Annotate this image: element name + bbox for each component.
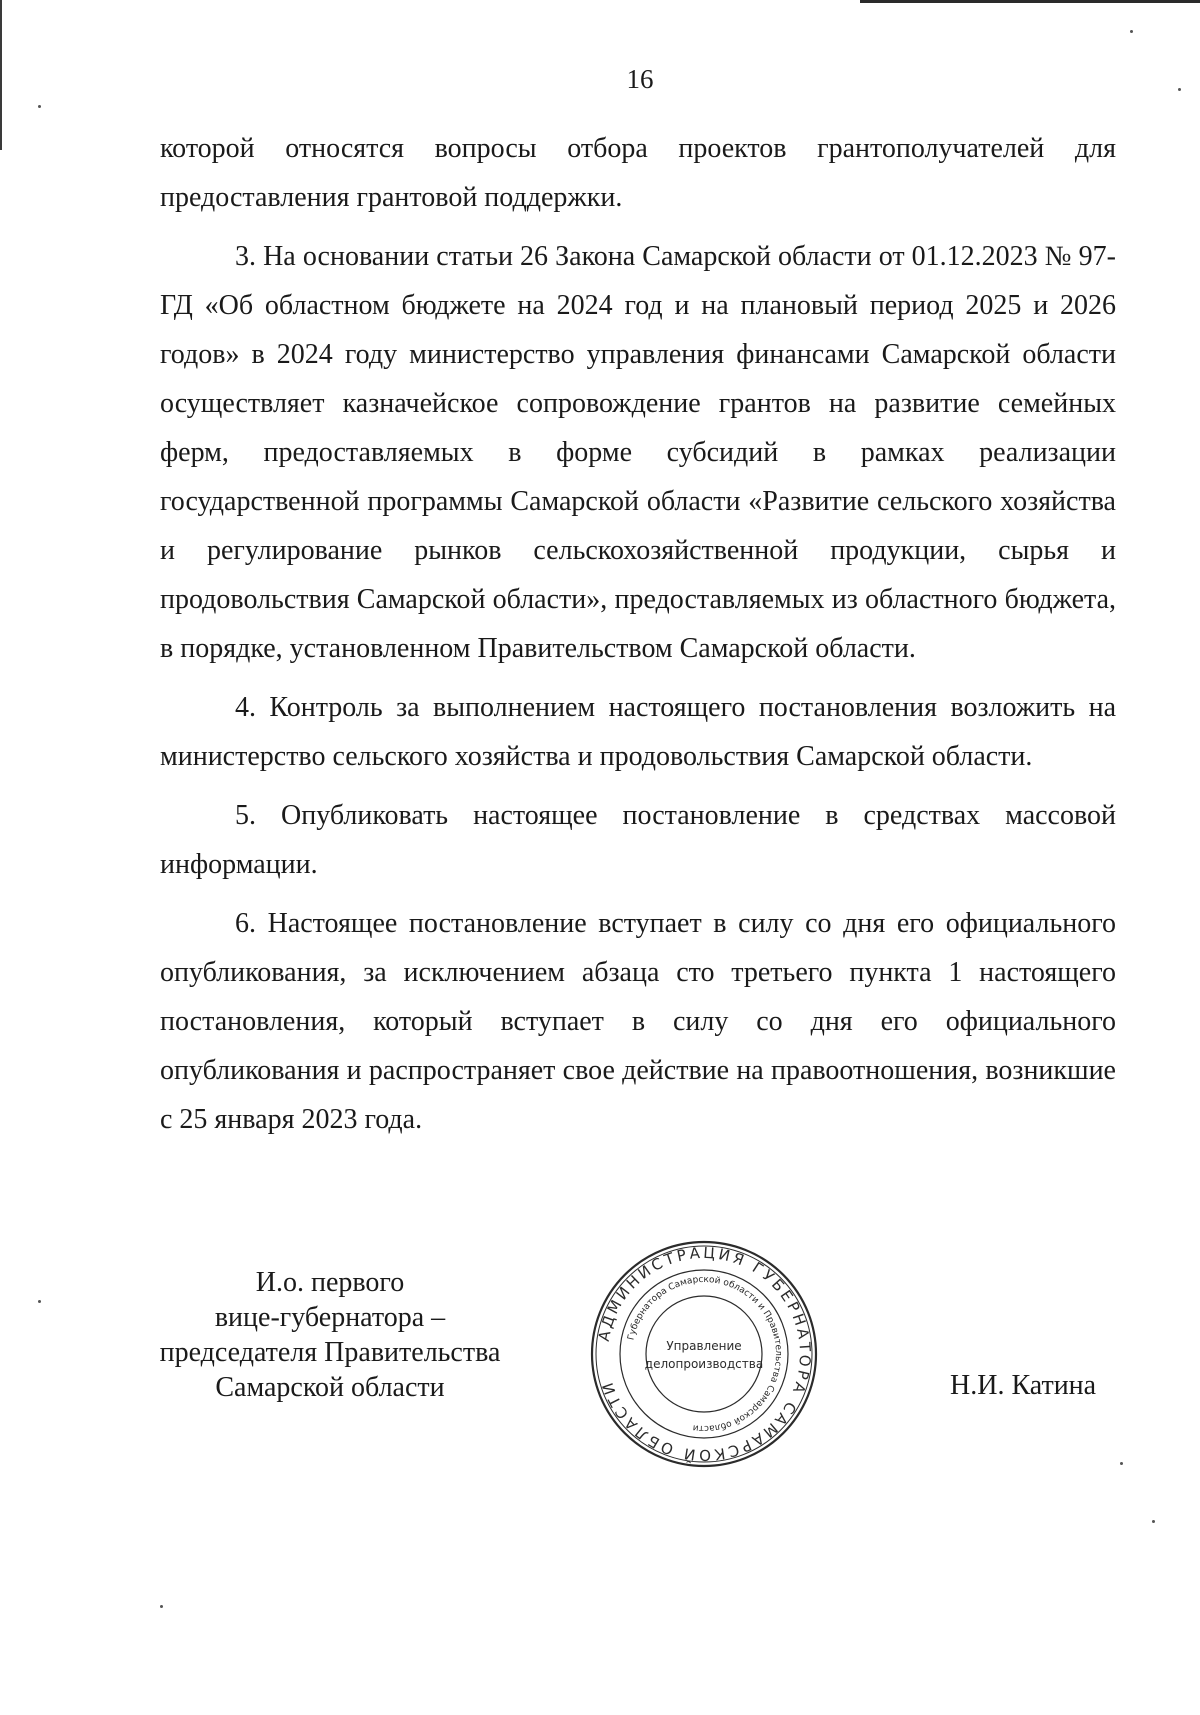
scan-speck [1152, 1520, 1155, 1523]
scan-speck [38, 105, 41, 108]
signatory-title-line: Самарской области [215, 1372, 445, 1403]
stamp-seal-graphic [588, 1238, 820, 1470]
signer-name: Н.И. Катина [950, 1370, 1097, 1401]
paragraph-3: 3. На основании статьи 26 Закона Самарской области от 01.12.2023 № 97-ГД «Об областном бюджете на 2024 год и на плановый период 2025 и 2026 годов» в 2024 году министерство управления финансами Самарской области осуществляет казначейское сопровождение грантов на развитие семейных ферм, предоставляемых в форме субсидий в рамках реализации государственной программы Самарской области «Развитие сельского хозяйства и регулирование рынков сельскохозяйственной продукции, сырья и продовольствия Самарской области», предоставляемых из областного бюджета, в порядке, установленном Правительством Самарской области. [160, 241, 1116, 664]
paragraph-6: 6. Настоящее постановление вступает в силу со дня его официального опубликования, за исключением абзаца сто третьего пункта 1 настоящего постановления, который вступает в силу со дня его официального опубликования и распространяет свое действие на правоотношения, возникшие с 25 января 2023 года. [160, 908, 1116, 1135]
official-stamp [588, 1238, 820, 1470]
document-body [160, 124, 1116, 1144]
stamp-center-line-1: Управление [666, 1339, 742, 1353]
stamp-inner-ring-text: Губернатора Самарской области и Правительства Самарской области [626, 1274, 784, 1434]
scan-speck [38, 1300, 41, 1303]
signatory-title-line: вице-губернатора – [214, 1302, 446, 1333]
svg-text:Губернатора Самарской области [626, 1275, 783, 1433]
scan-speck [160, 1605, 163, 1608]
signatory-title [150, 1265, 510, 1405]
signatory-title-line: председателя Правительства [159, 1337, 501, 1368]
paragraph-4: 4. Контроль за выполнением настоящего постановления возложить на министерство сельского хозяйства и продовольствия Самарской области. [160, 692, 1116, 772]
paragraph-5: 5. Опубликовать настоящее постановление в средствах массовой информации. [160, 800, 1116, 880]
paragraph-continuation: которой относятся вопросы отбора проектов грантополучателей для предоставления грантовой поддержки. [160, 133, 1116, 213]
scan-speck [1120, 1462, 1123, 1465]
stamp-center-line-2: делопроизводства [644, 1357, 764, 1371]
stamp-outer-text: АДМИНИСТРАЦИЯ ГУБЕРНАТОРА САМАРСКОЙ ОБЛАСТИ [594, 1243, 815, 1465]
signatory-title-line: И.о. первого [255, 1267, 405, 1298]
page-number: 16 [626, 64, 654, 94]
scan-speck [1130, 30, 1133, 33]
scan-edge-top [860, 0, 1200, 3]
